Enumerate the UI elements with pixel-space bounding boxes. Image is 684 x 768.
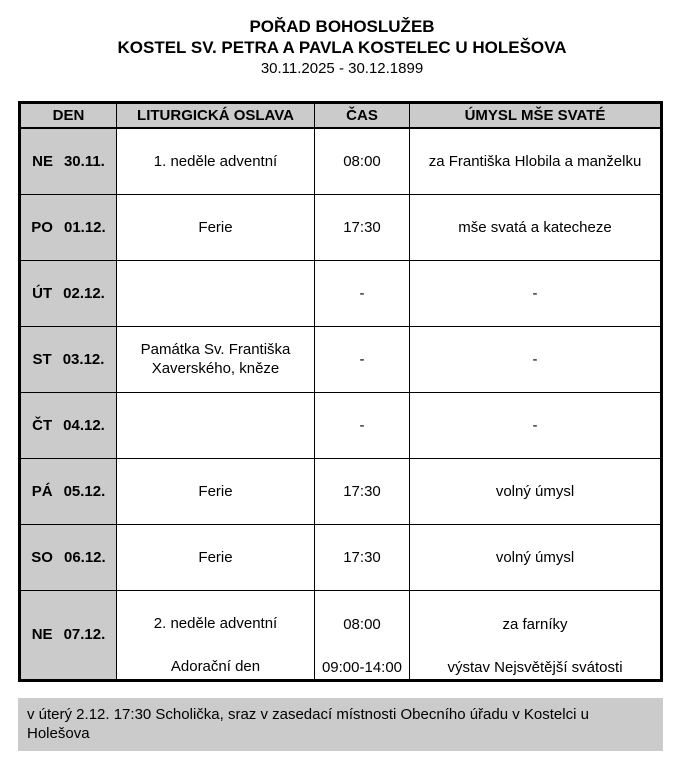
day-cell [20, 590, 117, 680]
day-cell [20, 392, 117, 458]
intention-cell: volný úmysl [410, 524, 662, 590]
day-date: 30.11. [63, 152, 105, 170]
day-date: 01.12. [63, 218, 106, 236]
time-lines [321, 591, 403, 679]
intention-cell: za Františka Hlobila a manželku [410, 128, 662, 194]
intention-cell [410, 590, 662, 680]
day-abbr: SO [31, 548, 53, 566]
header-intention: ÚMYSL MŠE SVATÉ [410, 103, 662, 129]
time-cell: 17:30 [315, 524, 410, 590]
liturgy-line-1: 2. neděle adventní [153, 615, 278, 632]
intention-cell: - [410, 326, 662, 392]
announcement-note: v úterý 2.12. 17:30 Scholička, sraz v zasedací místnosti Obecního úřadu v Kostelci u Holešova [18, 698, 663, 751]
table-row [20, 194, 662, 260]
day-date: 06.12. [63, 548, 106, 566]
liturgy-cell: 1. neděle adventní [117, 128, 315, 194]
table-row [20, 590, 662, 680]
intention-line-2: výstav Nejsvětější svátosti [447, 658, 623, 676]
day-label [27, 483, 110, 500]
day-label [27, 219, 110, 236]
day-abbr: PÁ [31, 482, 53, 500]
table-header [20, 103, 662, 129]
liturgy-cell [117, 392, 315, 458]
table-row [20, 524, 662, 590]
day-abbr: ÚT [32, 284, 53, 302]
table-row [20, 128, 662, 194]
liturgy-cell [117, 590, 315, 680]
date-range: 30.11.2025 - 30.12.1899 [260, 60, 424, 77]
schedule-table [18, 101, 663, 682]
day-label [27, 351, 110, 368]
day-abbr: ST [32, 350, 52, 368]
header-liturgy: LITURGICKÁ OSLAVA [117, 103, 315, 129]
day-cell [20, 326, 117, 392]
header-day: DEN [20, 103, 117, 129]
liturgy-cell [117, 260, 315, 326]
time-cell [315, 590, 410, 680]
day-date: 02.12. [63, 284, 105, 302]
header-time: ČAS [315, 103, 410, 129]
day-cell [20, 458, 117, 524]
table-row [20, 458, 662, 524]
day-cell [20, 194, 117, 260]
day-label [27, 417, 110, 434]
intention-cell: - [410, 260, 662, 326]
time-cell: - [315, 260, 410, 326]
table-row [20, 326, 662, 392]
day-label [27, 153, 110, 170]
day-cell [20, 524, 117, 590]
time-cell: 08:00 [315, 128, 410, 194]
day-abbr: NE [32, 152, 53, 170]
day-date: 07.12. [63, 626, 106, 643]
liturgy-line-2: Adorační den [170, 657, 261, 675]
day-date: 05.12. [63, 482, 106, 500]
time-cell: 17:30 [315, 458, 410, 524]
intention-cell: volný úmysl [410, 458, 662, 524]
time-line-2: 09:00-14:00 [321, 658, 403, 676]
table-row [20, 260, 662, 326]
page-subtitle: KOSTEL SV. PETRA A PAVLA KOSTELEC U HOLEŠOVA [117, 38, 567, 57]
intention-cell: - [410, 392, 662, 458]
day-cell [20, 128, 117, 194]
document-header [0, 0, 684, 79]
header-row [20, 103, 662, 129]
day-cell [20, 260, 117, 326]
liturgy-cell: Ferie [117, 194, 315, 260]
liturgy-cell: Ferie [117, 524, 315, 590]
liturgy-lines [123, 591, 308, 679]
liturgy-cell: Památka Sv. Františka Xaverského, kněze [117, 326, 315, 392]
time-line-1: 08:00 [343, 616, 381, 633]
day-label [27, 549, 110, 566]
day-label [27, 285, 110, 302]
day-abbr: PO [31, 218, 53, 236]
liturgy-cell: Ferie [117, 458, 315, 524]
day-abbr: NE [31, 626, 53, 643]
time-cell: 17:30 [315, 194, 410, 260]
table-row [20, 392, 662, 458]
day-abbr: ČT [32, 416, 53, 434]
intention-lines [416, 591, 654, 679]
page-title: POŘAD BOHOSLUŽEB [249, 17, 435, 36]
time-cell: - [315, 392, 410, 458]
day-date: 04.12. [63, 416, 105, 434]
time-cell: - [315, 326, 410, 392]
intention-line-1: za farníky [502, 616, 568, 633]
day-label [27, 626, 110, 643]
intention-cell: mše svatá a katecheze [410, 194, 662, 260]
day-date: 03.12. [62, 350, 105, 368]
